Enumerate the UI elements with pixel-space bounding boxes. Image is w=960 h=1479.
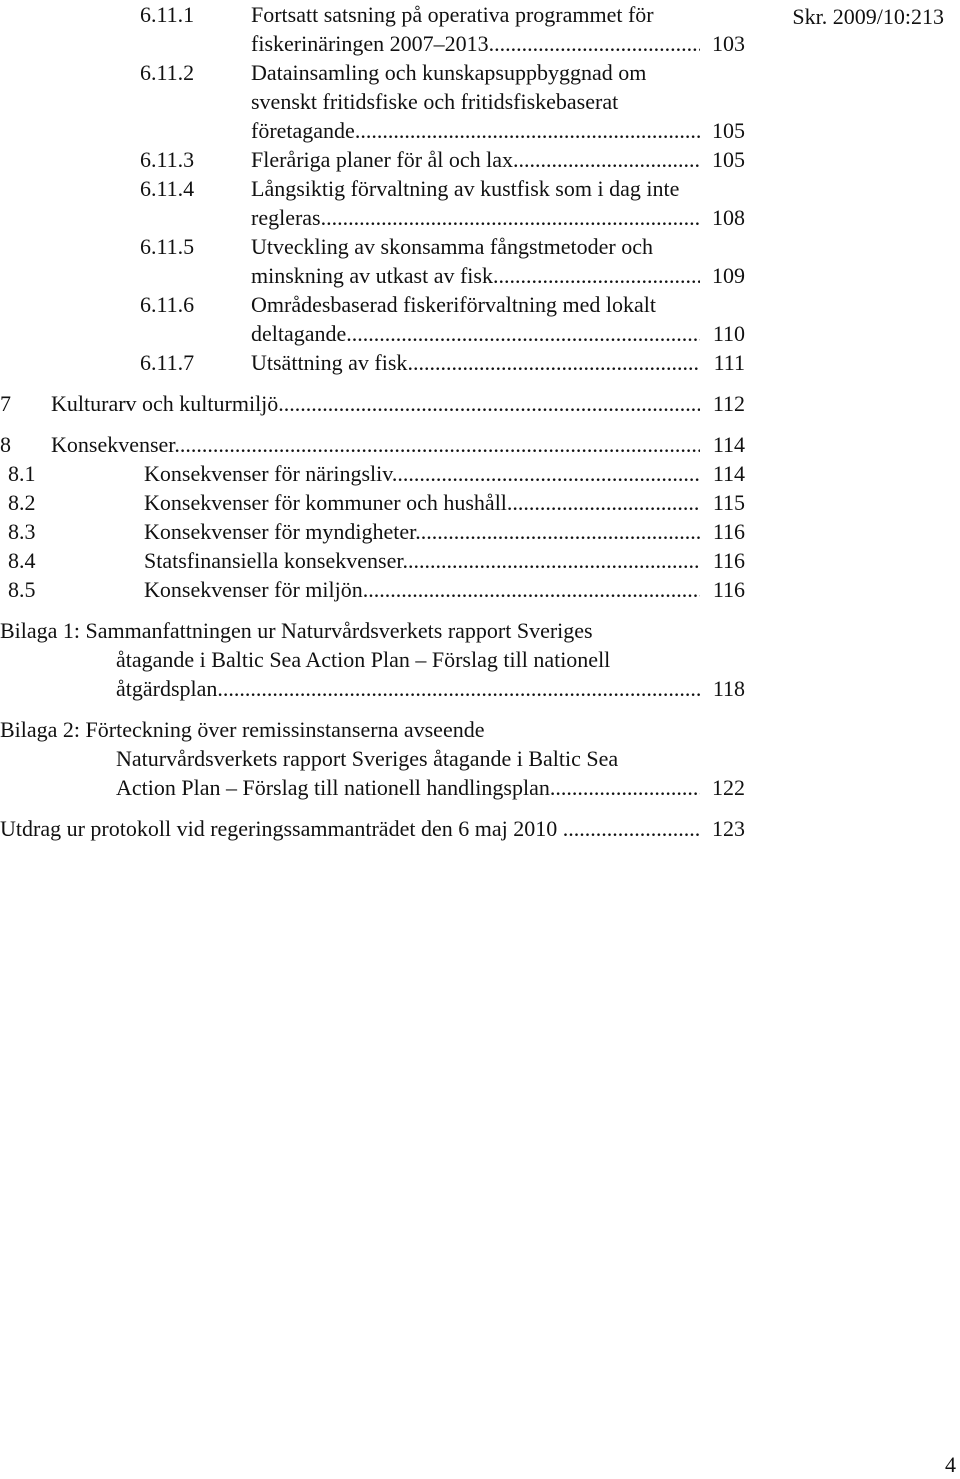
section-title-line: Utveckling av skonsamma fångstmetoder och — [251, 234, 654, 259]
section-number: 7 — [0, 391, 11, 416]
section-number: 8.5 — [8, 577, 36, 602]
page-ref: 116 — [705, 546, 745, 575]
page-ref: 103 — [705, 29, 745, 58]
page-ref: 116 — [705, 517, 745, 546]
appendix-title-last-line: Action Plan – Förslag till nationell handlingsplan ..... — [0, 773, 700, 802]
section-title-last-line: Konsekvenser för näringsliv ..... — [144, 459, 700, 488]
section-title-line: Områdesbaserad fiskeriförvaltning med lokalt — [251, 292, 657, 317]
page-ref: 110 — [705, 319, 745, 348]
section-title-last-line: företagande ..... — [251, 116, 700, 145]
section-title-last-line: minskning av utkast av fisk ..... — [251, 261, 700, 290]
toc-entry-8-4[interactable] — [0, 546, 745, 575]
section-title-last-line: Konsekvenser för kommuner och hushåll ..... — [144, 488, 700, 517]
section-number: 6.11.3 — [140, 147, 195, 172]
appendix-title-line: åtagande i Baltic Sea Action Plan – Förslag till nationell — [116, 647, 611, 672]
appendix-title-line: Bilaga 1: Sammanfattningen ur Naturvårdsverkets rapport Sveriges — [0, 618, 593, 643]
page-ref: 112 — [705, 389, 745, 418]
table-of-contents — [0, 0, 745, 843]
toc-entry-6-11-2[interactable] — [0, 58, 745, 145]
section-title-last-line: Konsekvenser för miljön ..... — [144, 575, 700, 604]
section-title-line: Datainsamling och kunskapsuppbyggnad om — [251, 60, 647, 85]
spacer — [0, 802, 745, 814]
page-number: 4 — [945, 1452, 956, 1477]
toc-entry-7[interactable] — [0, 389, 745, 418]
section-title-last-line: Konsekvenser för myndigheter ..... — [144, 517, 700, 546]
section-number: 6.11.1 — [140, 2, 195, 27]
page-ref: 114 — [705, 459, 745, 488]
toc-entry-8[interactable] — [0, 430, 745, 459]
appendix-title-last-line: åtgärdsplan ..... — [0, 674, 700, 703]
toc-entry-6-11-1[interactable] — [0, 0, 745, 58]
document-reference: Skr. 2009/10:213 — [792, 4, 944, 29]
appendix-title-line: Bilaga 2: Förteckning över remissinstanserna avseende — [0, 717, 485, 742]
section-number: 6.11.6 — [140, 292, 195, 317]
toc-entry-bilaga-1[interactable] — [0, 616, 745, 703]
toc-entry-8-1[interactable] — [0, 459, 745, 488]
page-ref: 109 — [705, 261, 745, 290]
page-ref: 108 — [705, 203, 745, 232]
toc-entry-8-2[interactable] — [0, 488, 745, 517]
toc-entry-8-3[interactable] — [0, 517, 745, 546]
section-number: 8.3 — [8, 519, 36, 544]
page-ref: 105 — [705, 145, 745, 174]
section-title-last-line: Kulturarv och kulturmiljö ..... — [51, 389, 700, 418]
page-ref: 118 — [705, 674, 745, 703]
section-title-last-line: fiskerinäringen 2007–2013 ..... — [251, 29, 700, 58]
page-ref: 111 — [705, 348, 745, 377]
section-title-last-line: Utdrag ur protokoll vid regeringssammanträdet den 6 maj 2010 ..... — [0, 814, 700, 843]
toc-entry-bilaga-2[interactable] — [0, 715, 745, 802]
appendix-title-line: Naturvårdsverkets rapport Sveriges åtagande i Baltic Sea — [116, 746, 619, 771]
page-ref: 114 — [705, 430, 745, 459]
toc-entry-6-11-7[interactable] — [0, 348, 745, 377]
page-ref: 105 — [705, 116, 745, 145]
spacer — [0, 418, 745, 430]
section-title-last-line: deltagande ..... — [251, 319, 700, 348]
page-ref: 123 — [705, 814, 745, 843]
section-number: 6.11.4 — [140, 176, 195, 201]
section-number: 8.4 — [8, 548, 36, 573]
section-number: 6.11.7 — [140, 350, 195, 375]
toc-entry-6-11-5[interactable] — [0, 232, 745, 290]
toc-entry-6-11-6[interactable] — [0, 290, 745, 348]
toc-entry-6-11-4[interactable] — [0, 174, 745, 232]
section-title-last-line: regleras ..... — [251, 203, 700, 232]
section-number: 8.1 — [8, 461, 36, 486]
section-number: 8 — [0, 432, 11, 457]
section-title-last-line: Statsfinansiella konsekvenser ..... — [144, 546, 700, 575]
section-title-last-line: Utsättning av fisk ..... — [251, 348, 700, 377]
section-title-line: Fortsatt satsning på operativa programmet för — [251, 2, 654, 27]
section-title-last-line: Fleråriga planer för ål och lax ..... — [251, 145, 700, 174]
toc-entry-6-11-3[interactable] — [0, 145, 745, 174]
spacer — [0, 703, 745, 715]
section-title-last-line: Konsekvenser ..... — [51, 430, 700, 459]
spacer — [0, 604, 745, 616]
section-number: 6.11.2 — [140, 60, 195, 85]
section-title-line: svenskt fritidsfiske och fritidsfiskebaserat — [251, 89, 619, 114]
section-number: 8.2 — [8, 490, 36, 515]
page-ref: 115 — [705, 488, 745, 517]
page-ref: 116 — [705, 575, 745, 604]
toc-entry-8-5[interactable] — [0, 575, 745, 604]
spacer — [0, 377, 745, 389]
section-title-line: Långsiktig förvaltning av kustfisk som i dag inte — [251, 176, 680, 201]
page-ref: 122 — [705, 773, 745, 802]
section-number: 6.11.5 — [140, 234, 195, 259]
toc-entry-utdrag[interactable] — [0, 814, 745, 843]
